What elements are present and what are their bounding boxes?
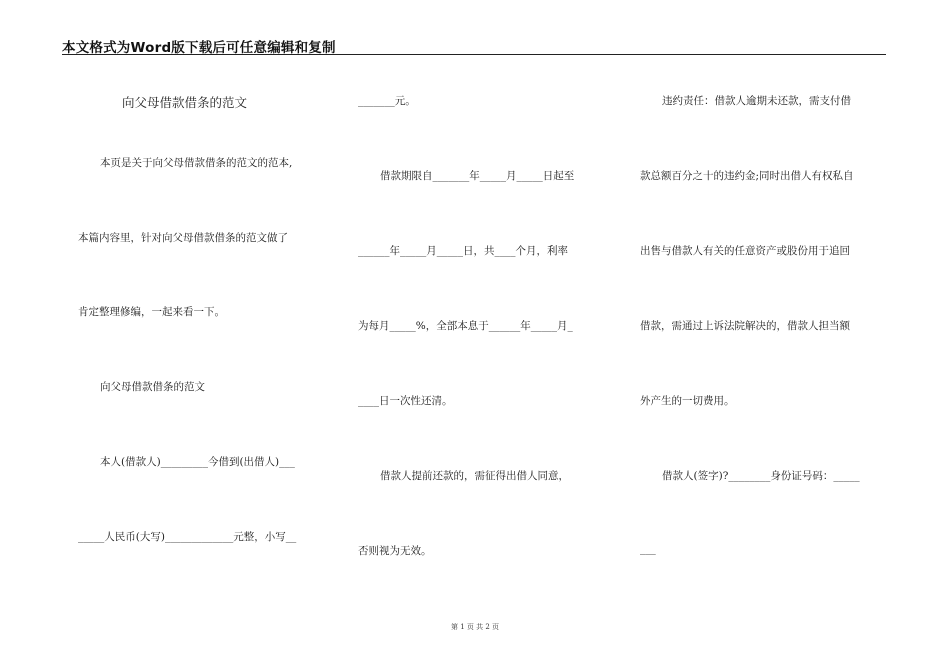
- paragraph-line: 违约责任：借款人逾期未还款，需支付借: [662, 95, 851, 107]
- paragraph-line: 款总额百分之十的违约金;同时出借人有权私自: [640, 170, 854, 182]
- paragraph-line: 本人(借款人)_________今借到(出借人)___: [100, 456, 295, 468]
- paragraph-line: ____日一次性还清。: [358, 395, 453, 407]
- section-heading: 向父母借款借条的范文: [100, 381, 205, 393]
- paragraph-line: 否则视为无效。: [358, 545, 432, 557]
- paragraph-line: ______年_____月_____日，共____个月，利率: [358, 245, 568, 257]
- paragraph-line: _______元。: [358, 95, 416, 107]
- paragraph-line: 借款，需通过上诉法院解决的，借款人担当额: [640, 320, 850, 332]
- header-divider: [62, 54, 886, 55]
- paragraph-line: 出售与借款人有关的任意资产或股份用于追回: [640, 245, 850, 257]
- paragraph-line: 借款期限自_______年_____月_____日起至: [380, 170, 575, 182]
- paragraph-line: 为每月_____%，全部本息于______年_____月_: [358, 320, 573, 332]
- page-number: 第 1 页 共 2 页: [450, 623, 500, 631]
- paragraph-line: 借款人(签字)?________身份证号码：_____: [662, 470, 860, 482]
- paragraph-line: 本篇内容里，针对向父母借款借条的范文做了: [78, 232, 288, 244]
- document-title: 向父母借款借条的范文: [122, 95, 248, 110]
- document-header: 本文格式为Word版下载后可任意编辑和复制: [62, 40, 336, 56]
- paragraph-line: 肯定整理修编，一起来看一下。: [78, 306, 225, 318]
- paragraph-line: 本页是关于向父母借款借条的范文的范本,: [100, 157, 293, 169]
- paragraph-line: ___: [640, 543, 656, 555]
- paragraph-line: 外产生的一切费用。: [640, 395, 735, 407]
- paragraph-line: _____人民币(大写)_____________元整，小写__: [78, 531, 297, 543]
- paragraph-line: 借款人提前还款的，需征得出借人同意，: [380, 470, 569, 482]
